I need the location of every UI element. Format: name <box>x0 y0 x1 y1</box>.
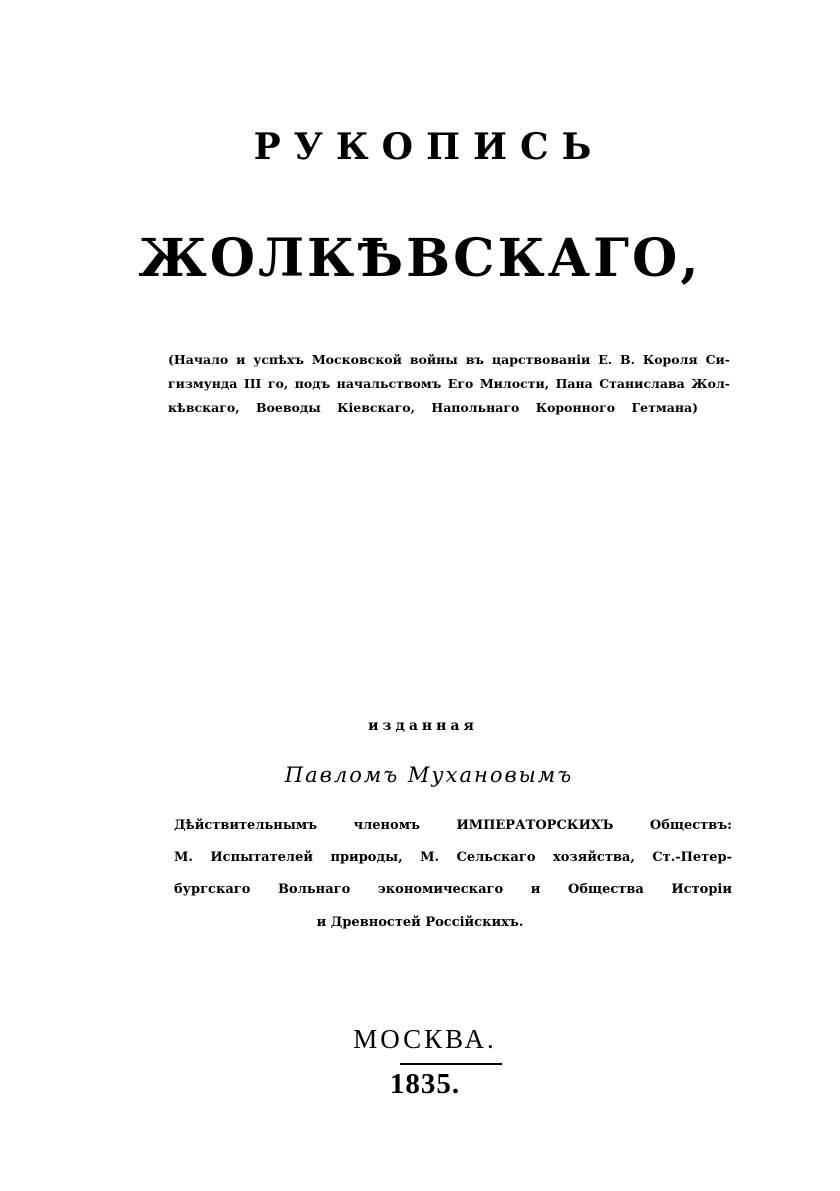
author-name: Павломъ Мухановымъ <box>284 763 574 787</box>
member-line-3: бургскаго Вольнаго экономическаго и Общества Исторiи <box>174 882 732 897</box>
imprint-divider <box>400 1063 502 1065</box>
subtitle-line-3: кѣвскаго, Воеводы Кiевскаго, Напольнаго Коронного Гетмана) <box>168 400 698 415</box>
published-label: изданная <box>368 718 478 734</box>
imprint-year: 1835. <box>389 1068 461 1100</box>
subtitle-line-2: гизмунда III го, подъ начальствомъ Его Милости, Пана Станислава Жол- <box>168 376 730 391</box>
member-line-1: Дѣйствительнымъ членомъ ИМПЕРАТОРСКИХЪ Обществъ: <box>174 818 732 833</box>
member-line-2: М. Испытателей природы, М. Сельскаго хозяйства, Ст.-Петер- <box>174 850 732 865</box>
subtitle-line-1: (Начало и успѣхъ Московской войны въ царствованiи Е. В. Короля Си- <box>168 352 730 367</box>
member-line-4: и Древностей Россiйскихъ. <box>316 915 524 930</box>
imprint-city: МОСКВА. <box>353 1024 497 1054</box>
title-main-line: ЖОЛКѢВСКАГО, <box>138 228 702 289</box>
title-top-line: РУКОПИСЬ <box>253 126 605 168</box>
